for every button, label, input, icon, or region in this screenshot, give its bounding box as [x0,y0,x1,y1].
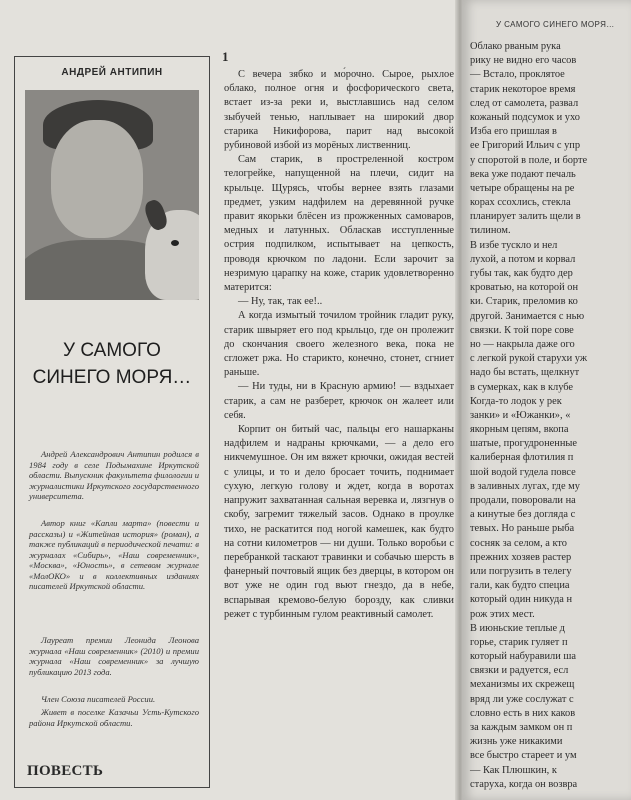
next-page-line: тилином. [470,225,511,237]
next-page-line: сосняк за селом, а кто [470,537,568,549]
next-page-text-column [470,40,631,792]
story-title-line-1: У САМОГО [63,340,161,361]
next-page-line: четыре обращены на ре [470,182,575,194]
next-page-line: ки. Старик, преломив ко [470,296,578,308]
bio-paragraph: Лауреат премии Леонида Леонова журнала «Наш современник» (2010) и премии журнала «Наш современник» за лучшую публикацию 2013 года. [29,635,199,677]
next-page-line: якорным цепям, вкопа [470,424,569,436]
next-page-line: горье, старик гуляет п [470,636,568,648]
next-page-line: след от самолета, развал [470,97,579,109]
next-page-line: В июньские теплые д [470,622,565,634]
next-page-line: губы так, как будто дер [470,268,573,279]
next-page-line: старуха, когда он возвра [470,778,578,790]
next-page-line: шатые, прогудроненные [470,438,577,450]
next-page-line: словно есть в них каков [470,707,576,719]
story-title-line-2: СИНЕГО МОРЯ… [32,367,192,388]
author-photo [25,90,199,300]
next-page-line: в сумерках, как в клубе [470,381,574,393]
next-page-line: Изба его пришлая в [470,126,557,138]
next-page-line: Облако рваным рука [470,41,561,52]
next-page-line: ее Григорий Ильич с упр [470,140,581,152]
next-page-line: с легкой рукой старухи уж [470,353,588,365]
main-text-column [224,68,454,622]
author-sidebar [14,56,210,788]
next-page-line: все быстро стареет и ум [470,750,577,762]
bio-paragraph: Андрей Александрович Антипин родился в 1984 году в селе Подымахине Иркутской области. Выпускник факультета филологии и журналистики Иркутского государственного университета. [29,449,199,501]
next-page-line: который набуравили ша [470,651,577,663]
next-page-line: или погрузить в телегу [470,565,572,577]
next-page-line: прежних хозяев растер [470,551,572,563]
photo-dog-eye-shape [171,240,179,246]
story-title [15,337,209,391]
next-page-line: механизмы их скрежещ [470,679,575,691]
next-page-line: шой водой гудела повсе [470,466,576,478]
genre-label: ПОВЕСТЬ [27,763,104,779]
author-name: АНДРЕЙ АНТИПИН [61,67,163,78]
bio-paragraph: Автор книг «Капли марта» (повести и рассказы) и «Житейная история» (роман), а также публикаций в периодической печати: в журналах «Сибирь», «Наш современник», «Москва», «Юность», в сетевом журнале «МолОКО» и в коллективных изданиях писателей Иркутской области. [29,518,199,591]
chapter-number: 1 [222,49,229,64]
bio-paragraph: Живет в поселке Казачьи Усть-Кутского района Иркутской области. [29,707,199,728]
next-page-line: за каждым замком он п [470,722,573,733]
text-paragraph: Корпит он битый час, пальцы его нашарканы надфилем и надраны крючками, — а дело его никчемушное. Он им вяжет крючки, ожидая вестей с улицы, и то и дело бросает точить, поднимает сухую, легкую голову и ждет, когда в воротах напружит захватанная сальная веревка и, лязгнув о скобу, загремит тяжелый засов. Однако в проулке тихо, не раскатится под ногой камешек, как будто на сотни километров — ни души. Только воробьи с перебранкой таскают травинки и собачью шерсть в фанерный почтовый ящик без дверцы, в котором он вот уже не один год вьют гнездо, да в небе, вспарывая кремово-белую борозду, как сливки режет с турбинным гулом реактивный самолет. [224,424,454,620]
next-page-line: рож этих мест. [470,608,535,620]
photo-face-shape [51,120,143,238]
next-page-line: кроватью, на которой он [470,282,579,294]
next-page-line: — Как Плюшкин, к [470,764,557,776]
next-page-line: но — накрыла даже ого [470,338,575,350]
text-paragraph: А когда измытый точилом тройник гладит руку, старик швыряет его под крыльцо, где он пролежит до скончания своего железного века, пока не сгложет ржа. Но старикто, конечно, стонет, сгниет раньше. [224,310,454,379]
running-head: У САМОГО СИНЕГО МОРЯ… [496,20,615,29]
text-paragraph: — Ни туды, ни в Красную армию! — вздыхает старик, а сам не разберет, крючок он жалеет или себя. [224,381,454,421]
next-page-line: Когда-то лодок у рек [470,395,562,407]
next-page-line: жизнь уже никакими [470,736,563,748]
next-page-line: у споротой в поле, и борте [470,154,588,166]
next-page-line: планирует залить щели в [470,211,581,223]
next-page-line: В избе тускло и нел [470,239,558,251]
text-paragraph: С вечера зябко и мо́рочно. Сырое, рыхлое облако, полное огня и фосфорического света, встает из-за реки и, выстлавшись над селом зыбучей тенью, наплывает на широкий двор старика Никифорова, парит над высокой рубиновой избой из морёных лиственниц. [224,69,454,152]
text-paragraph: Сам старик, в простреленной костром телогрейке, напущенной на плечи, сидит на крыльце. Щурясь, чтобы вернее взять глазами предмет, узким надфилем на деревянной ручке правит якорьки блёсен из прожженных самоваров, медных и латунных. Обласкав исступленные острия подпилком, испытывает на цепкость, проводя крючком по ладони. Если зарочит за незримую царапку на коже, старик удовлетворенно матерится: [224,154,454,294]
next-page-line: занки» и «Южанки», « [470,409,571,421]
next-page-line: — Встало, проклятое [470,69,565,81]
next-page-line: связки и радуется, есл [470,665,569,677]
next-page-line: гали, как будто специа [470,580,570,592]
next-page-line: корах ссохлись, стекла [470,197,571,209]
next-page-line: лухой, а потом и корвал [470,253,576,265]
right-page [462,0,631,800]
next-page-line: связки. К той поре сове [470,324,574,336]
next-page-line: надо бы встать, щелкнут [470,367,580,379]
text-paragraph: — Ну, так, так ее!.. [238,296,323,308]
next-page-line: вряд ли уже сослужат с [470,693,574,705]
next-page-line: старик некоторое время [470,83,576,95]
next-page-line: в заливных лугах, где му [470,480,580,492]
next-page-line: тевых. Но раньше рыба [470,523,575,535]
next-page-line: продали, поворовали на [470,495,576,506]
next-page-line: другой. Занимается с нью [470,310,585,322]
next-page-line: а кинутые без догляда с [470,509,576,521]
bio-paragraph: Член Союза писателей России. [41,694,156,704]
next-page-line: кожаный подсумок и ухо [470,111,580,123]
next-page-line: который один никуда н [470,594,573,606]
next-page-line: рику не видно его часов [470,55,577,67]
next-page-line: калиберная флотилия п [470,452,574,464]
next-page-line: века уже подают печаль [470,168,576,180]
